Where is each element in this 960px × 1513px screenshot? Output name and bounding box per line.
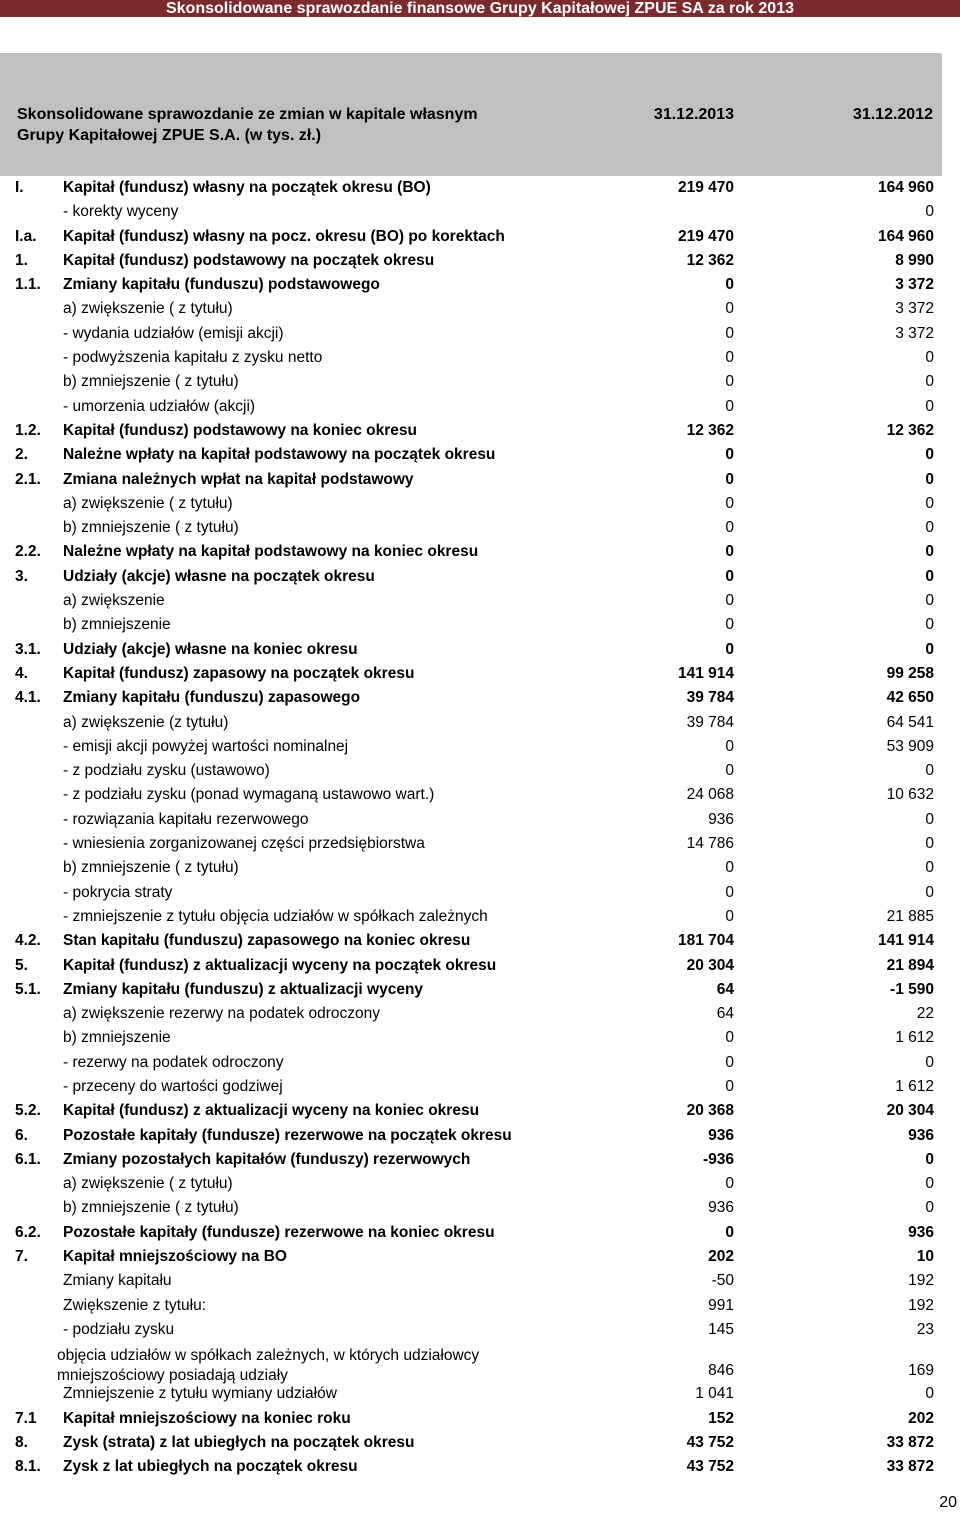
value-2013: 0	[725, 1029, 734, 1047]
row-label: Zmniejszenie z tytułu wymiany udziałów	[63, 1385, 337, 1403]
table-row	[0, 783, 960, 807]
value-2013: 0	[725, 1223, 734, 1241]
table-row	[0, 978, 960, 1002]
row-label: a) zwiększenie (z tytułu)	[63, 713, 229, 731]
value-2013: 181 704	[677, 932, 734, 950]
row-label: - rezerwy na podatek odroczony	[63, 1053, 284, 1071]
row-label: - rozwiązania kapitału rezerwowego	[63, 810, 309, 828]
value-2012: 0	[925, 543, 934, 561]
row-number: 6.1.	[15, 1150, 41, 1168]
value-2013: 0	[725, 519, 734, 537]
row-label: b) zmniejszenie	[63, 1029, 171, 1047]
value-2013: 0	[725, 567, 734, 585]
value-2012: 192	[908, 1296, 934, 1314]
value-2012: 936	[908, 1223, 934, 1241]
value-2013: 64	[716, 1005, 734, 1023]
value-2012: 164 960	[877, 227, 934, 245]
table-row	[0, 1172, 960, 1196]
row-label: Udziały (akcje) własne na koniec okresu	[63, 640, 358, 658]
row-label: - pokrycia straty	[63, 883, 173, 901]
row-label: Kapitał mniejszościowy na koniec roku	[63, 1409, 351, 1427]
value-2012: 0	[925, 567, 934, 585]
row-label: - podwyższenia kapitału z zysku netto	[63, 349, 323, 367]
row-number: I.	[15, 179, 24, 196]
value-2013: 64	[716, 980, 734, 998]
table-row	[0, 1431, 960, 1455]
row-label: Kapitał (fundusz) zapasowy na początek okresu	[63, 664, 415, 682]
value-2012: 141 914	[877, 932, 934, 950]
value-2013: 936	[708, 1126, 734, 1144]
value-2012: 0	[925, 1053, 934, 1071]
value-2012: 21 885	[886, 907, 934, 925]
row-label: - z podziału zysku (ustawowo)	[63, 762, 270, 780]
table-row	[0, 516, 960, 540]
table-row	[0, 540, 960, 564]
table-row	[0, 1294, 960, 1318]
value-2013: 141 914	[677, 664, 734, 682]
table-title	[17, 104, 577, 146]
statement-table	[0, 176, 960, 1479]
row-number: 6.2.	[15, 1223, 41, 1241]
table-row	[0, 395, 960, 419]
value-2012: 0	[925, 349, 934, 367]
value-2013: 0	[725, 1077, 734, 1095]
table-row	[0, 297, 960, 321]
value-2012: 0	[925, 810, 934, 828]
value-2012: 936	[908, 1126, 934, 1144]
table-row	[0, 1196, 960, 1220]
row-label: - podziału zysku	[63, 1320, 175, 1338]
row-label: b) zmniejszenie ( z tytułu)	[63, 1199, 239, 1217]
row-label: Kapitał (fundusz) z aktualizacji wyceny na początek okresu	[63, 956, 497, 974]
row-label: Pozostałe kapitały (fundusze) rezerwowe na początek okresu	[63, 1126, 512, 1144]
table-row	[0, 1026, 960, 1050]
row-number: 5.2.	[15, 1102, 41, 1120]
row-number: 1.2.	[15, 421, 41, 439]
row-label: - korekty wyceny	[63, 203, 179, 221]
value-2013: 202	[708, 1248, 734, 1266]
value-2012: 192	[908, 1272, 934, 1290]
row-label: b) zmniejszenie	[63, 616, 171, 634]
table-row	[0, 1221, 960, 1245]
row-label: Należne wpłaty na kapitał podstawowy na początek okresu	[63, 446, 496, 464]
row-number: 4.1.	[15, 689, 41, 707]
value-2013: 0	[725, 494, 734, 512]
value-2012: 0	[925, 1385, 934, 1403]
value-2013: 0	[725, 1175, 734, 1193]
table-row	[0, 200, 960, 224]
value-2013: 0	[725, 640, 734, 658]
value-2013: 0	[725, 397, 734, 415]
row-label: - umorzenia udziałów (akcji)	[63, 397, 256, 415]
row-number: 2.	[15, 446, 28, 464]
value-2012: 0	[925, 616, 934, 634]
row-number: 4.	[15, 664, 28, 682]
value-2012: 1 612	[895, 1029, 934, 1047]
row-number: 3.	[15, 567, 28, 585]
column-header-2012: 31.12.2012	[852, 106, 933, 123]
value-2012: 0	[925, 470, 934, 488]
value-2013: 39 784	[686, 689, 734, 707]
value-2013: 846	[708, 1362, 734, 1380]
row-label: Zmiana należnych wpłat na kapitał podstawowy	[63, 470, 414, 488]
row-number: 2.1.	[15, 470, 41, 488]
value-2012: 0	[925, 883, 934, 901]
value-2013: 0	[725, 737, 734, 755]
row-label: - z podziału zysku (ponad wymaganą ustawowo wart.)	[63, 786, 435, 804]
table-row	[0, 1124, 960, 1148]
value-2013: 20 368	[686, 1102, 734, 1120]
value-2012: 33 872	[886, 1458, 934, 1476]
table-row	[0, 1245, 960, 1269]
value-2012: 3 372	[895, 300, 934, 318]
value-2013: -936	[702, 1150, 734, 1168]
value-2013: 0	[725, 543, 734, 561]
row-label: Kapitał (fundusz) podstawowy na koniec okresu	[63, 421, 417, 439]
value-2013: 0	[725, 1053, 734, 1071]
value-2013: 43 752	[686, 1458, 734, 1476]
row-number: 8.1.	[15, 1458, 41, 1476]
value-2012: 0	[925, 446, 934, 464]
table-row	[0, 492, 960, 516]
row-label: - emisji akcji powyżej wartości nominalnej	[63, 737, 349, 755]
value-2013: 20 304	[686, 956, 734, 974]
row-number: 1.	[15, 251, 28, 269]
row-label: - przeceny do wartości godziwej	[63, 1077, 283, 1095]
row-number: 1.1.	[15, 276, 41, 294]
row-label: Kapitał (fundusz) własny na początek okresu (BO)	[63, 179, 431, 196]
table-row	[0, 1148, 960, 1172]
row-number: 6.	[15, 1126, 28, 1144]
table-row	[0, 856, 960, 880]
table-row	[0, 346, 960, 370]
table-header	[0, 53, 942, 176]
value-2012: 3 372	[895, 276, 934, 294]
value-2013: 152	[708, 1409, 734, 1427]
value-2012: 3 372	[895, 324, 934, 342]
value-2012: 12 362	[886, 421, 934, 439]
value-2012: 0	[925, 203, 934, 221]
value-2012: 10 632	[886, 786, 934, 804]
value-2012: 0	[925, 640, 934, 658]
row-label: Kapitał (fundusz) własny na pocz. okresu (BO) po korektach	[63, 227, 505, 245]
row-number: 5.	[15, 956, 28, 974]
value-2013: 14 786	[686, 835, 734, 853]
value-2013: 0	[725, 446, 734, 464]
table-row	[0, 1051, 960, 1075]
value-2013: 145	[708, 1320, 734, 1338]
row-label: objęcia udziałów w spółkach zależnych, w których udziałowcy mniejszościowy posiadają udziały	[57, 1347, 480, 1385]
table-row	[0, 565, 960, 589]
row-number: 7.1	[15, 1409, 37, 1427]
table-row	[0, 322, 960, 346]
row-label: Kapitał (fundusz) z aktualizacji wyceny na koniec okresu	[63, 1102, 480, 1120]
table-row	[0, 1382, 960, 1406]
table-row	[0, 1318, 960, 1342]
value-2013: 0	[725, 324, 734, 342]
table-row	[0, 249, 960, 273]
column-header-2013: 31.12.2013	[653, 106, 734, 123]
table-row	[0, 954, 960, 978]
value-2012: 21 894	[886, 956, 934, 974]
value-2013: 24 068	[686, 786, 734, 804]
row-label: Zmiany kapitału	[63, 1272, 172, 1290]
table-row	[0, 1342, 960, 1385]
table-row	[0, 1407, 960, 1431]
row-label: a) zwiększenie ( z tytułu)	[63, 1175, 233, 1193]
value-2013: 936	[708, 1199, 734, 1217]
table-row	[0, 1075, 960, 1099]
value-2012: 0	[925, 397, 934, 415]
row-number: 3.1.	[15, 640, 41, 658]
value-2012: 8 990	[895, 251, 934, 269]
value-2013: 12 362	[686, 421, 734, 439]
table-row	[0, 638, 960, 662]
value-2013: 0	[725, 373, 734, 391]
value-2012: 53 909	[886, 737, 934, 755]
value-2013: 219 470	[677, 227, 734, 245]
row-label: - zmniejszenie z tytułu objęcia udziałów w spółkach zależnych	[63, 907, 488, 925]
value-2013: 219 470	[677, 179, 734, 196]
row-label: a) zwiększenie ( z tytułu)	[63, 300, 233, 318]
table-row	[0, 662, 960, 686]
value-2012: 20 304	[886, 1102, 934, 1120]
table-row	[0, 1455, 960, 1479]
value-2012: 0	[925, 592, 934, 610]
table-title-line-1: Skonsolidowane sprawozdanie ze zmian w kapitale własnym	[17, 106, 478, 123]
value-2012: 0	[925, 1199, 934, 1217]
row-label: a) zwiększenie ( z tytułu)	[63, 494, 233, 512]
table-row	[0, 711, 960, 735]
value-2013: 0	[725, 762, 734, 780]
table-row	[0, 419, 960, 443]
value-2013: 1 041	[695, 1385, 734, 1403]
value-2012: 164 960	[877, 179, 934, 196]
table-row	[0, 225, 960, 249]
table-row	[0, 273, 960, 297]
row-label: Zysk (strata) z lat ubiegłych na początek okresu	[63, 1433, 415, 1451]
table-row	[0, 735, 960, 759]
table-row	[0, 1002, 960, 1026]
table-row	[0, 905, 960, 929]
value-2012: 10	[916, 1248, 934, 1266]
value-2012: -1 590	[890, 980, 934, 998]
value-2013: 0	[725, 907, 734, 925]
row-number: 7.	[15, 1248, 28, 1266]
value-2012: 0	[925, 835, 934, 853]
row-label: - wydania udziałów (emisji akcji)	[63, 324, 284, 342]
value-2013: 39 784	[686, 713, 734, 731]
value-2013: -50	[711, 1272, 734, 1290]
table-row	[0, 1269, 960, 1293]
table-row	[0, 808, 960, 832]
table-row	[0, 613, 960, 637]
document-header: Skonsolidowane sprawozdanie finansowe Grupy Kapitałowej ZPUE SA za rok 2013	[0, 0, 960, 17]
row-number: I.a.	[15, 227, 37, 245]
table-row	[0, 881, 960, 905]
page-number: 20	[939, 1494, 957, 1511]
value-2013: 43 752	[686, 1433, 734, 1451]
row-label: a) zwiększenie	[63, 592, 165, 610]
table-title-line-2: Grupy Kapitałowej ZPUE S.A. (w tys. zł.)	[17, 127, 322, 144]
value-2013: 0	[725, 349, 734, 367]
value-2012: 1 612	[895, 1077, 934, 1095]
row-number: 8.	[15, 1433, 28, 1451]
value-2012: 99 258	[886, 664, 934, 682]
value-2013: 936	[708, 810, 734, 828]
row-label: Udziały (akcje) własne na początek okresu	[63, 567, 375, 585]
row-label: Zysk z lat ubiegłych na początek okresu	[63, 1458, 358, 1476]
value-2013: 0	[725, 276, 734, 294]
value-2012: 42 650	[886, 689, 934, 707]
value-2012: 33 872	[886, 1433, 934, 1451]
table-row	[0, 176, 960, 200]
value-2013: 0	[725, 616, 734, 634]
row-label: Kapitał (fundusz) podstawowy na początek okresu	[63, 251, 435, 269]
table-row	[0, 832, 960, 856]
value-2013: 991	[708, 1296, 734, 1314]
table-row	[0, 759, 960, 783]
value-2013: 0	[725, 859, 734, 877]
table-row	[0, 589, 960, 613]
value-2012: 22	[916, 1005, 934, 1023]
row-label: Zmiany kapitału (funduszu) zapasowego	[63, 689, 361, 707]
value-2013: 0	[725, 470, 734, 488]
value-2012: 0	[925, 373, 934, 391]
value-2012: 202	[908, 1409, 934, 1427]
table-row	[0, 929, 960, 953]
value-2012: 23	[916, 1320, 934, 1338]
row-number: 4.2.	[15, 932, 41, 950]
table-row	[0, 686, 960, 710]
row-label: b) zmniejszenie ( z tytułu)	[63, 519, 239, 537]
value-2012: 64 541	[886, 713, 934, 731]
row-label: b) zmniejszenie ( z tytułu)	[63, 859, 239, 877]
value-2012: 0	[925, 1175, 934, 1193]
row-label: Zmiany kapitału (funduszu) podstawowego	[63, 276, 380, 294]
row-label: b) zmniejszenie ( z tytułu)	[63, 373, 239, 391]
value-2013: 0	[725, 300, 734, 318]
value-2012: 0	[925, 494, 934, 512]
row-label: Pozostałe kapitały (fundusze) rezerwowe na koniec okresu	[63, 1223, 495, 1241]
value-2012: 0	[925, 519, 934, 537]
row-label: Zmiany pozostałych kapitałów (funduszy) rezerwowych	[63, 1150, 471, 1168]
table-row	[0, 468, 960, 492]
row-label: Zmiany kapitału (funduszu) z aktualizacji wyceny	[63, 980, 424, 998]
value-2012: 0	[925, 859, 934, 877]
value-2012: 0	[925, 1150, 934, 1168]
value-2013: 0	[725, 883, 734, 901]
value-2012: 169	[908, 1362, 934, 1380]
value-2013: 12 362	[686, 251, 734, 269]
value-2013: 0	[725, 592, 734, 610]
row-label: Należne wpłaty na kapitał podstawowy na koniec okresu	[63, 543, 479, 561]
row-label: a) zwiększenie rezerwy na podatek odroczony	[63, 1005, 381, 1023]
row-label: Stan kapitału (funduszu) zapasowego na koniec okresu	[63, 932, 471, 950]
row-label: - wniesienia zorganizowanej części przedsiębiorstwa	[63, 835, 425, 853]
table-row	[0, 370, 960, 394]
row-number: 2.2.	[15, 543, 41, 561]
table-row	[0, 1099, 960, 1123]
row-label: Zwiększenie z tytułu:	[63, 1296, 206, 1314]
table-row	[0, 443, 960, 467]
row-label: Kapitał mniejszościowy na BO	[63, 1248, 287, 1266]
row-number: 5.1.	[15, 980, 41, 998]
value-2012: 0	[925, 762, 934, 780]
